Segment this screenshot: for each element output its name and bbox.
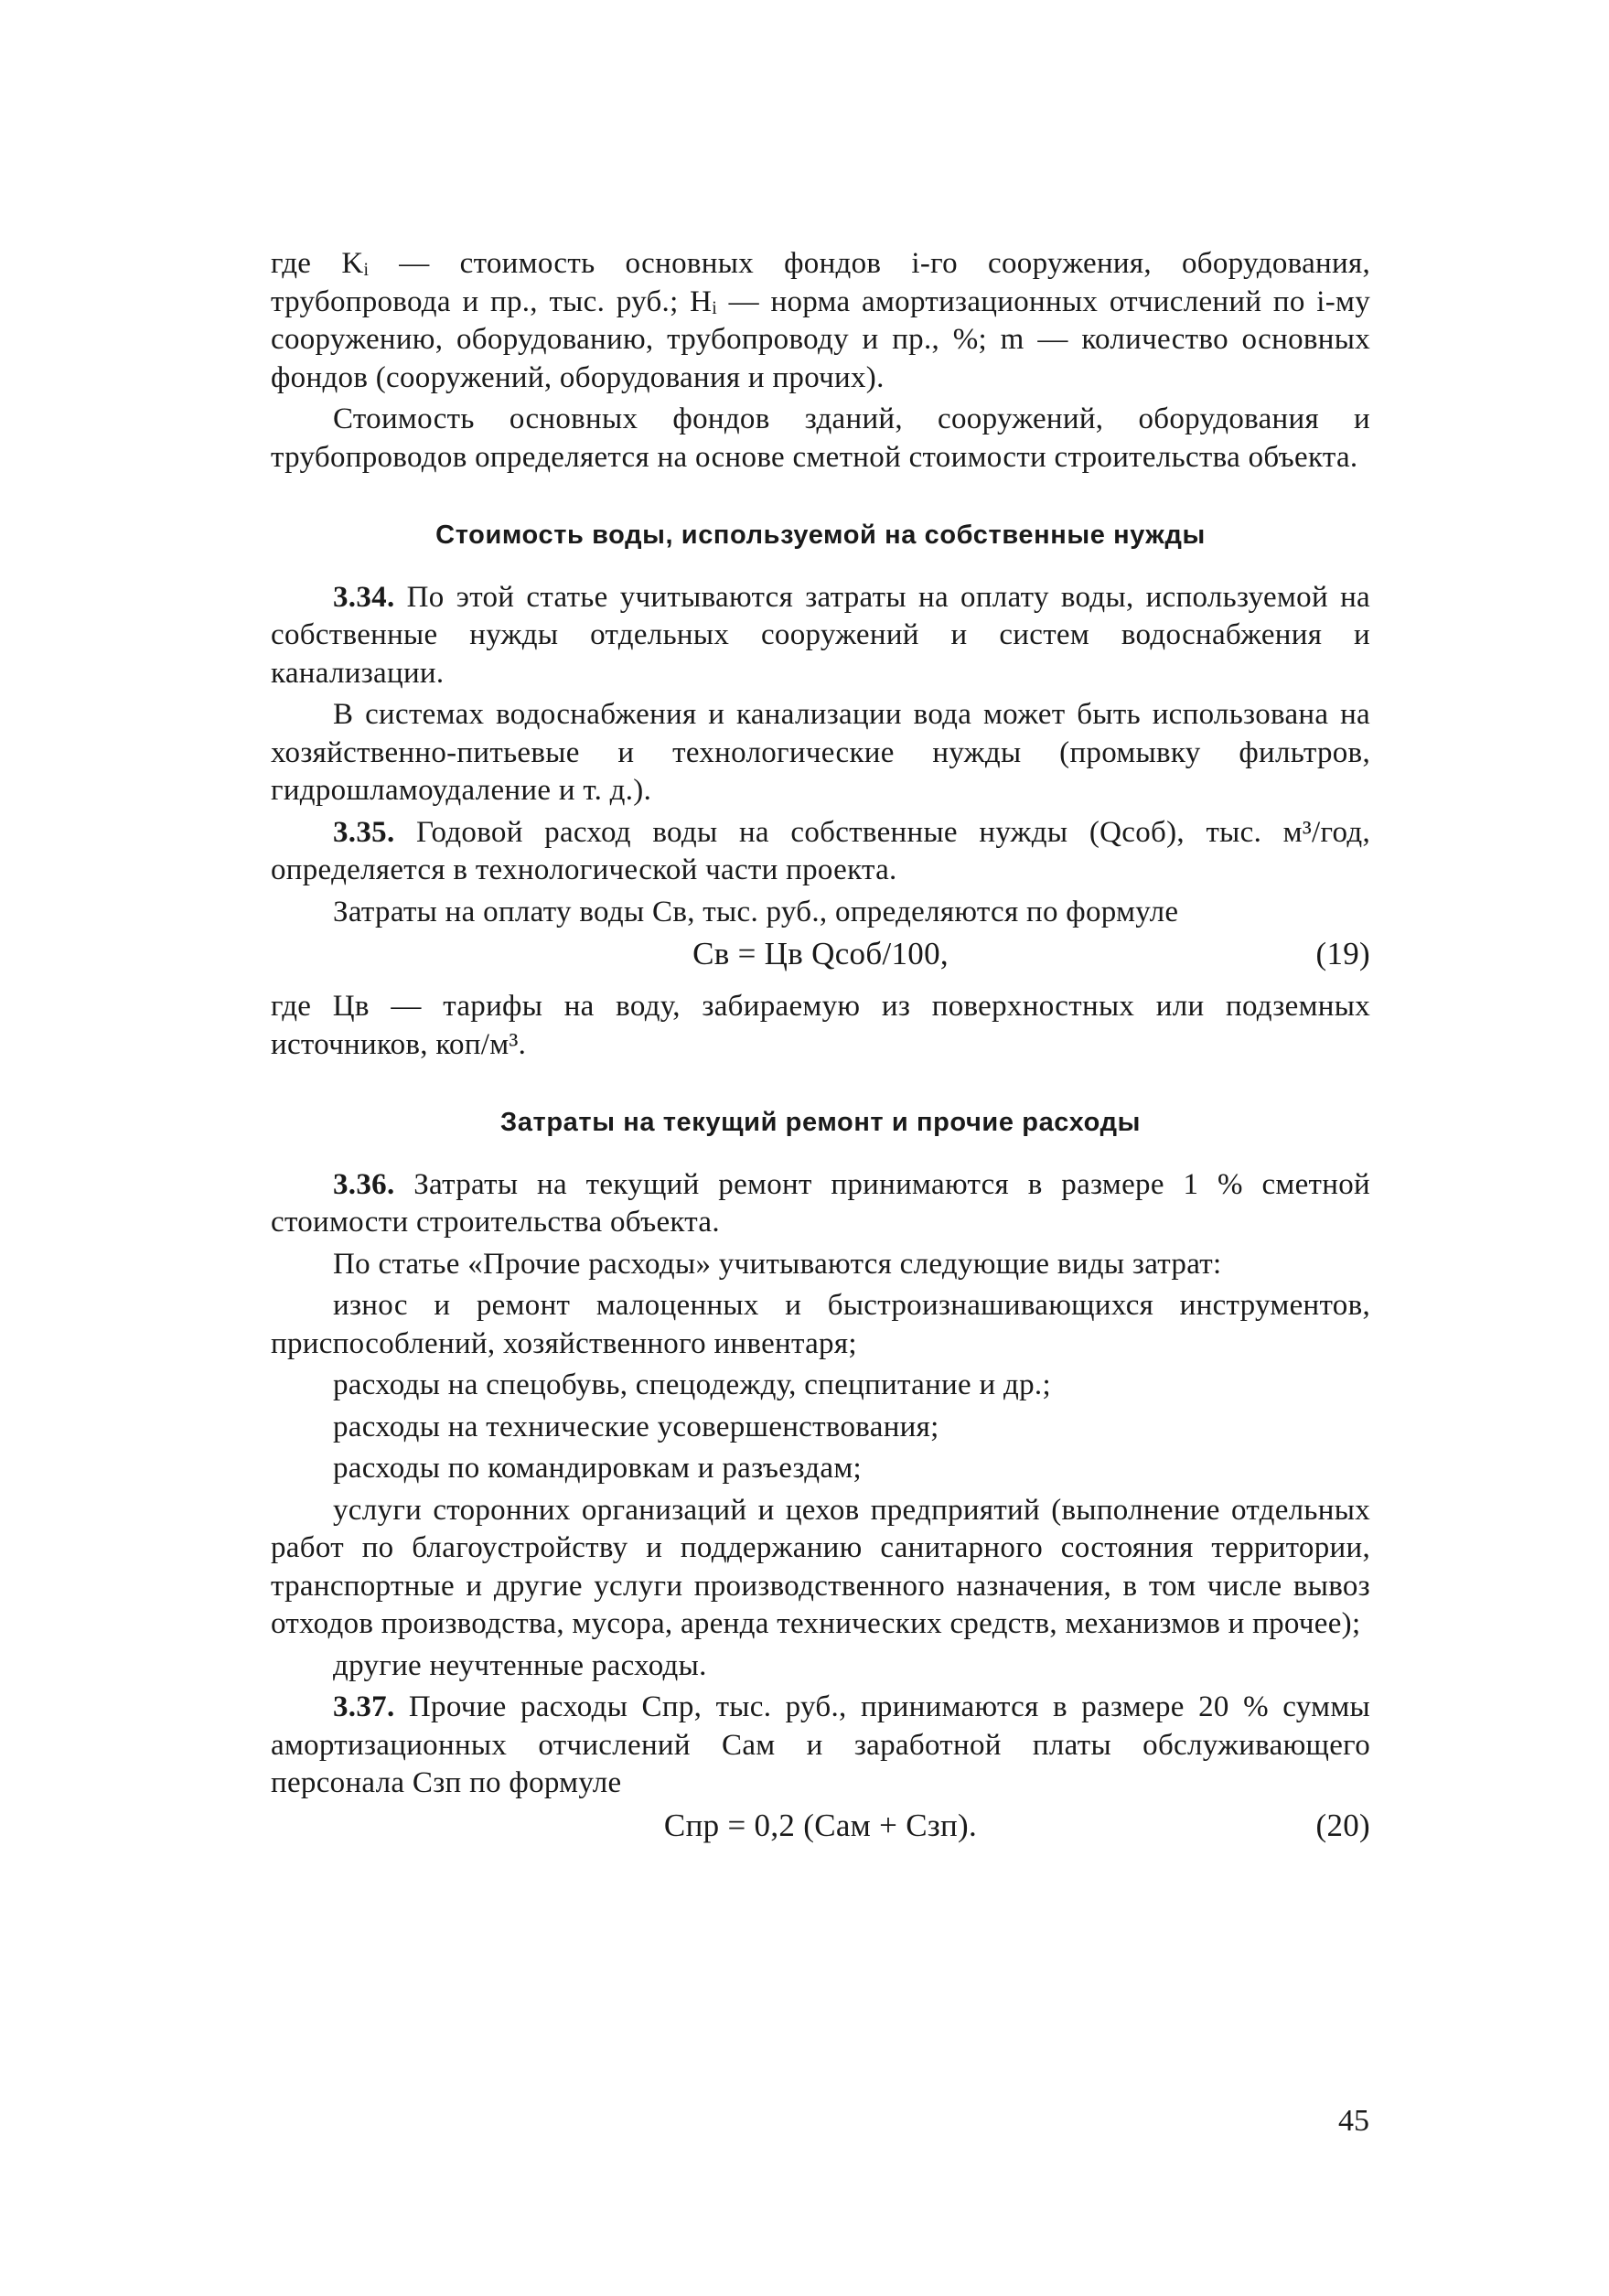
clause-number: 3.36. xyxy=(333,1167,395,1201)
clause-text: Годовой расход воды на собственные нужды (Qсоб), тыс. м³/год, определяется в технологической части проекта. xyxy=(271,815,1370,886)
intro-paragraph-cost-basis: Стоимость основных фондов зданий, сооружений, оборудования и трубопроводов определяется на основе сметной стоимости строительства объекта. xyxy=(271,402,1370,474)
clause-text: Затраты на текущий ремонт принимаются в размере 1 % сметной стоимости строительства объекта. xyxy=(271,1167,1370,1239)
section-heading-repair-costs: Затраты на текущий ремонт и прочие расходы xyxy=(500,1108,1141,1137)
formula-expression: Cв = Цв Qсоб/100, xyxy=(692,936,949,971)
list-item: расходы на технические усовершенствования; xyxy=(333,1410,939,1443)
page-number: 45 xyxy=(1338,2104,1369,2138)
clause-3-36 xyxy=(271,1166,1370,1242)
list-item: расходы на спецобувь, спецодежду, спецпитание и др.; xyxy=(333,1368,1051,1401)
clause-text: Прочие расходы Cпр, тыс. руб., принимаются в размере 20 % суммы амортизационных отчислений Cам и заработной платы обслуживающего персонала Cзп по формуле xyxy=(271,1690,1370,1799)
formula-expression: Cпр = 0,2 (Cам + Cзп). xyxy=(663,1807,978,1843)
equation-number: (20) xyxy=(1315,1807,1370,1843)
paragraph-water-payment: Затраты на оплату воды Cв, тыс. руб., определяются по формуле xyxy=(333,895,1179,928)
clause-number: 3.34. xyxy=(333,580,395,614)
clause-number: 3.35. xyxy=(333,815,395,849)
clause-3-37 xyxy=(271,1689,1370,1803)
paragraph-water-use: В системах водоснабжения и канализации вода может быть использована на хозяйственно-питьевые и технологические нужды (промывку фильтров, гидрошламоудаление и т. д.). xyxy=(271,698,1370,807)
text-column xyxy=(271,245,1370,1860)
formula-19 xyxy=(271,935,1370,981)
clause-text: По этой статье учитываются затраты на оплату воды, используемой на собственные нужды отдельных сооружений и систем водоснабжения и канализации. xyxy=(271,580,1370,690)
list-item: другие неучтенные расходы. xyxy=(333,1648,707,1682)
clause-3-34 xyxy=(271,579,1370,693)
clause-3-35 xyxy=(271,814,1370,890)
paragraph-tariff-definition: где Цв — тарифы на воду, забираемую из поверхностных или подземных источников, коп/м³. xyxy=(271,990,1370,1061)
clause-number: 3.37. xyxy=(333,1690,395,1723)
paragraph-other-costs-intro: По статье «Прочие расходы» учитываются следующие виды затрат: xyxy=(333,1247,1222,1281)
list-item: расходы по командировкам и разъездам; xyxy=(333,1452,862,1485)
formula-20 xyxy=(271,1807,1370,1852)
intro-paragraph-definitions: где Kᵢ — стоимость основных фондов i-го сооружения, оборудования, трубопровода и пр., тыс. руб.; Hᵢ — норма амортизационных отчислений по i-му сооружению, оборудованию, трубопроводу и пр., %; m — количество основных фондов (сооружений, оборудования и прочих). xyxy=(271,247,1370,394)
list-item: износ и ремонт малоценных и быстроизнашивающихся инструментов, приспособлений, хозяйственного инвентаря; xyxy=(271,1289,1370,1360)
list-item: услуги сторонних организаций и цехов предприятий (выполнение отдельных работ по благоустройству и поддержанию санитарного состояния территории, транспортные и другие услуги производственного назначения, в том числе вывоз отходов производства, мусора, аренда технических средств, механизмов и прочее); xyxy=(271,1493,1370,1640)
equation-number: (19) xyxy=(1315,936,1370,971)
section-heading-water-cost: Стоимость воды, используемой на собственные нужды xyxy=(435,520,1206,550)
